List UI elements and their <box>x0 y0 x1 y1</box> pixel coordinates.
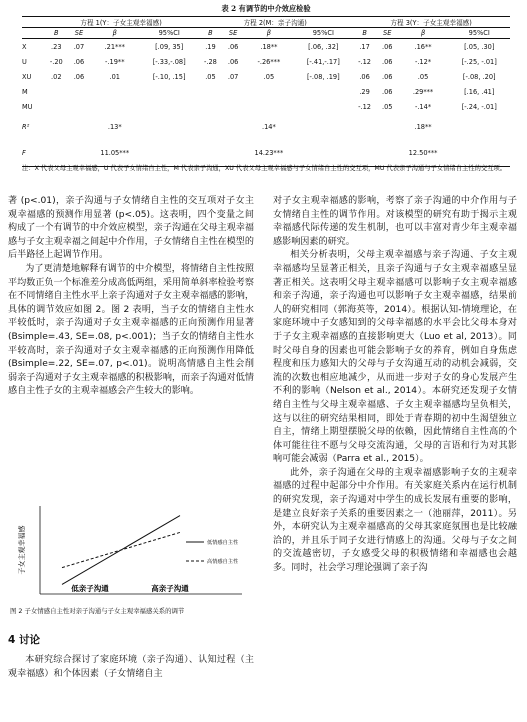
table-cell <box>89 84 140 99</box>
table-cell: .18** <box>260 42 278 51</box>
table-cell: .29*** <box>412 87 434 96</box>
table-cell <box>198 99 223 114</box>
table-cell <box>377 114 398 140</box>
table-cell: .06 <box>73 57 85 66</box>
table-cell <box>140 84 198 99</box>
table-cell: .06 <box>381 42 393 51</box>
table-cell <box>223 114 244 140</box>
table-cell: .06 <box>381 87 393 96</box>
table-cell: [-.24, -.01] <box>461 102 497 111</box>
column-header: β <box>398 28 449 39</box>
row-variable: MU <box>22 102 33 111</box>
table-cell <box>44 84 69 99</box>
table-cell <box>69 84 90 99</box>
table-cell <box>352 114 377 140</box>
row-variable: R² <box>22 123 30 131</box>
table-cell: [.16, .41] <box>464 87 495 96</box>
group-header-1: 方程 1(Y：子女主观幸福感) <box>44 17 198 28</box>
left-column <box>8 195 254 399</box>
group-header-3: 方程 3(Y：子女主观幸福感) <box>352 17 510 28</box>
table-cell: .29 <box>359 87 370 96</box>
table-cell: .19 <box>205 42 216 51</box>
paragraph: 为了更清楚地解释有调节的中介模型，将情绪自主性按照平均数正负一个标准差分成高低两组，采用简单斜率检验考察在不同情绪自主性水平上亲子沟通对子女主观幸福感的影响，具体的调节效应如图 2。图 2 表明，当子女的情绪自主性水平较低时，亲子沟通对子女主观幸福感的正向预测作用显著 (Bsimple=.43, SE=.08, p<.001)；当子女的情绪自主性水平较高时，亲子沟通对子女主观幸福感的正向预测作用降低 (Bsimple=.22, SE=.07, p<.01)。说明高情感自主性会削弱亲子沟通对子女主观幸福感的积极影响，而亲子沟通对低情感自主性子女的主观幸福感会产生较大的影响。 <box>8 263 254 397</box>
paragraph: 对子女主观幸福感的影响，考察了亲子沟通的中介作用与子女情绪自主性的调节作用。对该模型的研究有助于揭示主观幸福感代际传递的发生机制，也可以丰富对青少年主观幸福感影响因素的研究。 <box>273 196 517 247</box>
table-cell: .16** <box>414 42 432 51</box>
column-header: SE <box>69 28 90 39</box>
column-header: β <box>89 28 140 39</box>
x-label-low: 低亲子沟通 <box>71 584 109 593</box>
table-row <box>22 39 510 55</box>
table-cell: .05 <box>417 72 429 81</box>
y-axis-label: 子女主观幸福感 <box>18 525 26 575</box>
paragraph: 著 (p<.01)，亲子沟通与子女情绪自主性的交互项对子女主观幸福感的预测作用显著 (p<.05)。这表明，四个变量之间构成了一个有调节的中介效应模型，亲子沟通在父母主观幸福感与子女主观幸福之间起中介作用，子女情绪自主性在模型的后半路径上起调节作用。 <box>8 196 254 261</box>
table-cell <box>89 99 140 114</box>
table-cell <box>449 114 510 140</box>
table-cell <box>69 99 90 114</box>
table-cell: 14.23*** <box>243 140 294 167</box>
table-cell: -.20 <box>49 57 63 66</box>
table-cell <box>294 140 352 167</box>
table-cell: .17 <box>359 42 370 51</box>
series-group <box>62 516 180 585</box>
legend-label-high: 高情感自主性 <box>207 559 239 565</box>
table-cell: .06 <box>227 42 239 51</box>
table-cell <box>294 99 352 114</box>
table-row <box>22 54 510 69</box>
table-cell: .06 <box>359 72 370 81</box>
table-cell: -.12 <box>358 102 372 111</box>
row-variable: U <box>22 57 27 66</box>
interaction-figure <box>10 498 250 618</box>
column-header: β <box>243 28 294 39</box>
table-cell <box>69 114 90 140</box>
table-cell: [-.08, .20] <box>462 72 496 81</box>
table-cell: [-.10, .15] <box>152 72 186 81</box>
table-cell <box>243 99 294 114</box>
legend-label-low: 低情感自主性 <box>207 540 239 546</box>
row-variable: X <box>22 42 27 51</box>
column-header: B <box>44 28 69 39</box>
table-row <box>22 69 510 84</box>
table-note: 注：X 代表父母主观幸福感，U 代表子女情绪自主性，M 代表亲子沟通，XU 代表父母主观幸福感与子女情绪自主性的交互项，MU 代表亲子沟通与子女情绪自主性的交互项。 <box>22 165 507 172</box>
table-cell: [.09, 35] <box>155 42 184 51</box>
table-cell: .23 <box>51 42 62 51</box>
row-variable: F <box>22 140 44 167</box>
table-cell: .05 <box>263 72 275 81</box>
table-cell <box>449 140 510 167</box>
subheader-row <box>22 28 510 39</box>
table-cell <box>294 84 352 99</box>
table-row <box>22 84 510 99</box>
table-cell: .01 <box>109 72 121 81</box>
table-cell <box>44 114 69 140</box>
table-cell: .18** <box>414 123 432 131</box>
right-column <box>273 195 517 576</box>
table-cell: .06 <box>381 72 393 81</box>
table-cell <box>352 140 377 167</box>
table-cell: [.06, .32] <box>308 42 339 51</box>
column-header: 95%CI <box>140 28 198 39</box>
table-cell <box>223 140 244 167</box>
x-label-high: 高亲子沟通 <box>151 584 189 593</box>
series-line-high-autonomy <box>62 532 180 567</box>
paragraph: 相关分析表明，父母主观幸福感与亲子沟通、子女主观幸福感均呈显著正相关，且亲子沟通与子女主观幸福感呈显著正相关。这表明父母主观幸福感可以影响子女主观幸福感和亲子沟通，亲子沟通也可以影响子女主观幸福感，结果前人的研究相同（郭海英等，2014）。根据认知-情境理论，在家庭环境中子女感知到的父母幸福感的水平会比父母本身对于子女主观幸福感的直接影响更大（Luo et al, 2013）。同时父母自身的因素也可能会影响子女的养育，例如自身焦虑程度和压力感知大的父母与子女沟通互动的动机会减弱，交流的次数也相应地减少，从而进一步对子女的身心发展产生不利的影响（Nelson et al., 2014）。本研究还发现子女情绪自主性与父母主观幸福感、子女主观幸福感均呈负相关，这与以往的研究结果相同，即处于青春期的初中生渴望独立自主，情绪上期望摆脱父母的依赖，因此情绪自主性高的个体可能往往不愿与父母交流沟通，父母的言语和行为对其影响可能会减弱（Parra et al., 2015）。 <box>273 250 517 465</box>
figure-caption: 图 2 子女情感自主性对亲子沟通与子女主观幸福感关系的调节 <box>10 607 185 615</box>
table-cell: -.19** <box>105 57 125 66</box>
table-cell <box>377 140 398 167</box>
left-column-bottom <box>8 654 254 681</box>
group-header-2: 方程 2(M：亲子沟通) <box>198 17 352 28</box>
table-cell: .05 <box>205 72 216 81</box>
row-variable: XU <box>22 72 32 81</box>
table-cell <box>44 99 69 114</box>
table-cell: .07 <box>227 72 239 81</box>
table-cell: -.28 <box>204 57 217 66</box>
table-body <box>22 16 510 167</box>
paragraph: 本研究综合探讨了家庭环境（亲子沟通）、认知过程（主观幸福感）和个体因素（子女情绪自主 <box>8 655 254 679</box>
column-header: SE <box>223 28 244 39</box>
table-cell <box>44 140 69 167</box>
table-cell: [-.08, .19] <box>306 72 340 81</box>
table-cell <box>223 84 244 99</box>
table-cell <box>198 114 223 140</box>
table-cell: -.26*** <box>257 57 281 66</box>
table-cell: [-.25, -.01] <box>461 57 497 66</box>
table-cell: .14* <box>262 123 276 131</box>
table-row <box>22 140 510 167</box>
table-cell: .13* <box>107 123 122 131</box>
table-cell: .21*** <box>104 42 125 51</box>
table-cell: -.14* <box>414 102 432 111</box>
table-cell: .05 <box>381 102 393 111</box>
table-cell <box>223 99 244 114</box>
table-cell: .07 <box>73 42 85 51</box>
table-cell: -.12* <box>414 57 432 66</box>
table-cell <box>198 140 223 167</box>
table-cell: .06 <box>73 72 85 81</box>
table-cell <box>140 114 198 140</box>
column-header: 95%CI <box>449 28 510 39</box>
table-cell: .06 <box>381 57 393 66</box>
section-heading: 4 讨论 <box>8 634 40 646</box>
table-cell: [-.41,-.17] <box>306 57 340 66</box>
table-cell: [-.33,-.08] <box>152 57 186 66</box>
column-header: B <box>352 28 377 39</box>
column-header: 95%CI <box>294 28 352 39</box>
table-cell: 11.05*** <box>89 140 140 167</box>
table-cell: [.05, .30] <box>464 42 495 51</box>
table-cell <box>140 140 198 167</box>
table-cell <box>69 140 90 167</box>
table-title: 表 2 有调节的中介效应检验 <box>221 4 311 13</box>
table-cell: -.12 <box>358 57 372 66</box>
paragraph: 此外，亲子沟通在父母的主观幸福感影响子女的主观幸福感的过程中起部分中介作用。有关家庭关系内在运行机制的研究发现，亲子沟通对中学生的成长发展有重要的影响，是建立良好亲子关系的重要因素之一（池丽萍，2011）。另外，本研究认为主观幸福感高的父母其家庭氛围也是比较融洽的，并且乐于同子女进行情感上的沟通。父母与子女之间的交流越密切，子女感受父母的积极情绪和幸福感也会越多。同时，社会学习理论强调了亲子沟 <box>273 467 517 574</box>
table-cell: .06 <box>227 57 239 66</box>
table-cell <box>198 84 223 99</box>
column-header: SE <box>377 28 398 39</box>
table-row <box>22 99 510 114</box>
table-cell: 12.50*** <box>398 140 449 167</box>
column-header: B <box>198 28 223 39</box>
table-cell <box>140 99 198 114</box>
row-variable: M <box>22 87 28 96</box>
table-cell: .02 <box>51 72 62 81</box>
table-cell <box>243 84 294 99</box>
mediation-table <box>22 4 510 182</box>
table-row <box>22 114 510 140</box>
table-cell <box>294 114 352 140</box>
